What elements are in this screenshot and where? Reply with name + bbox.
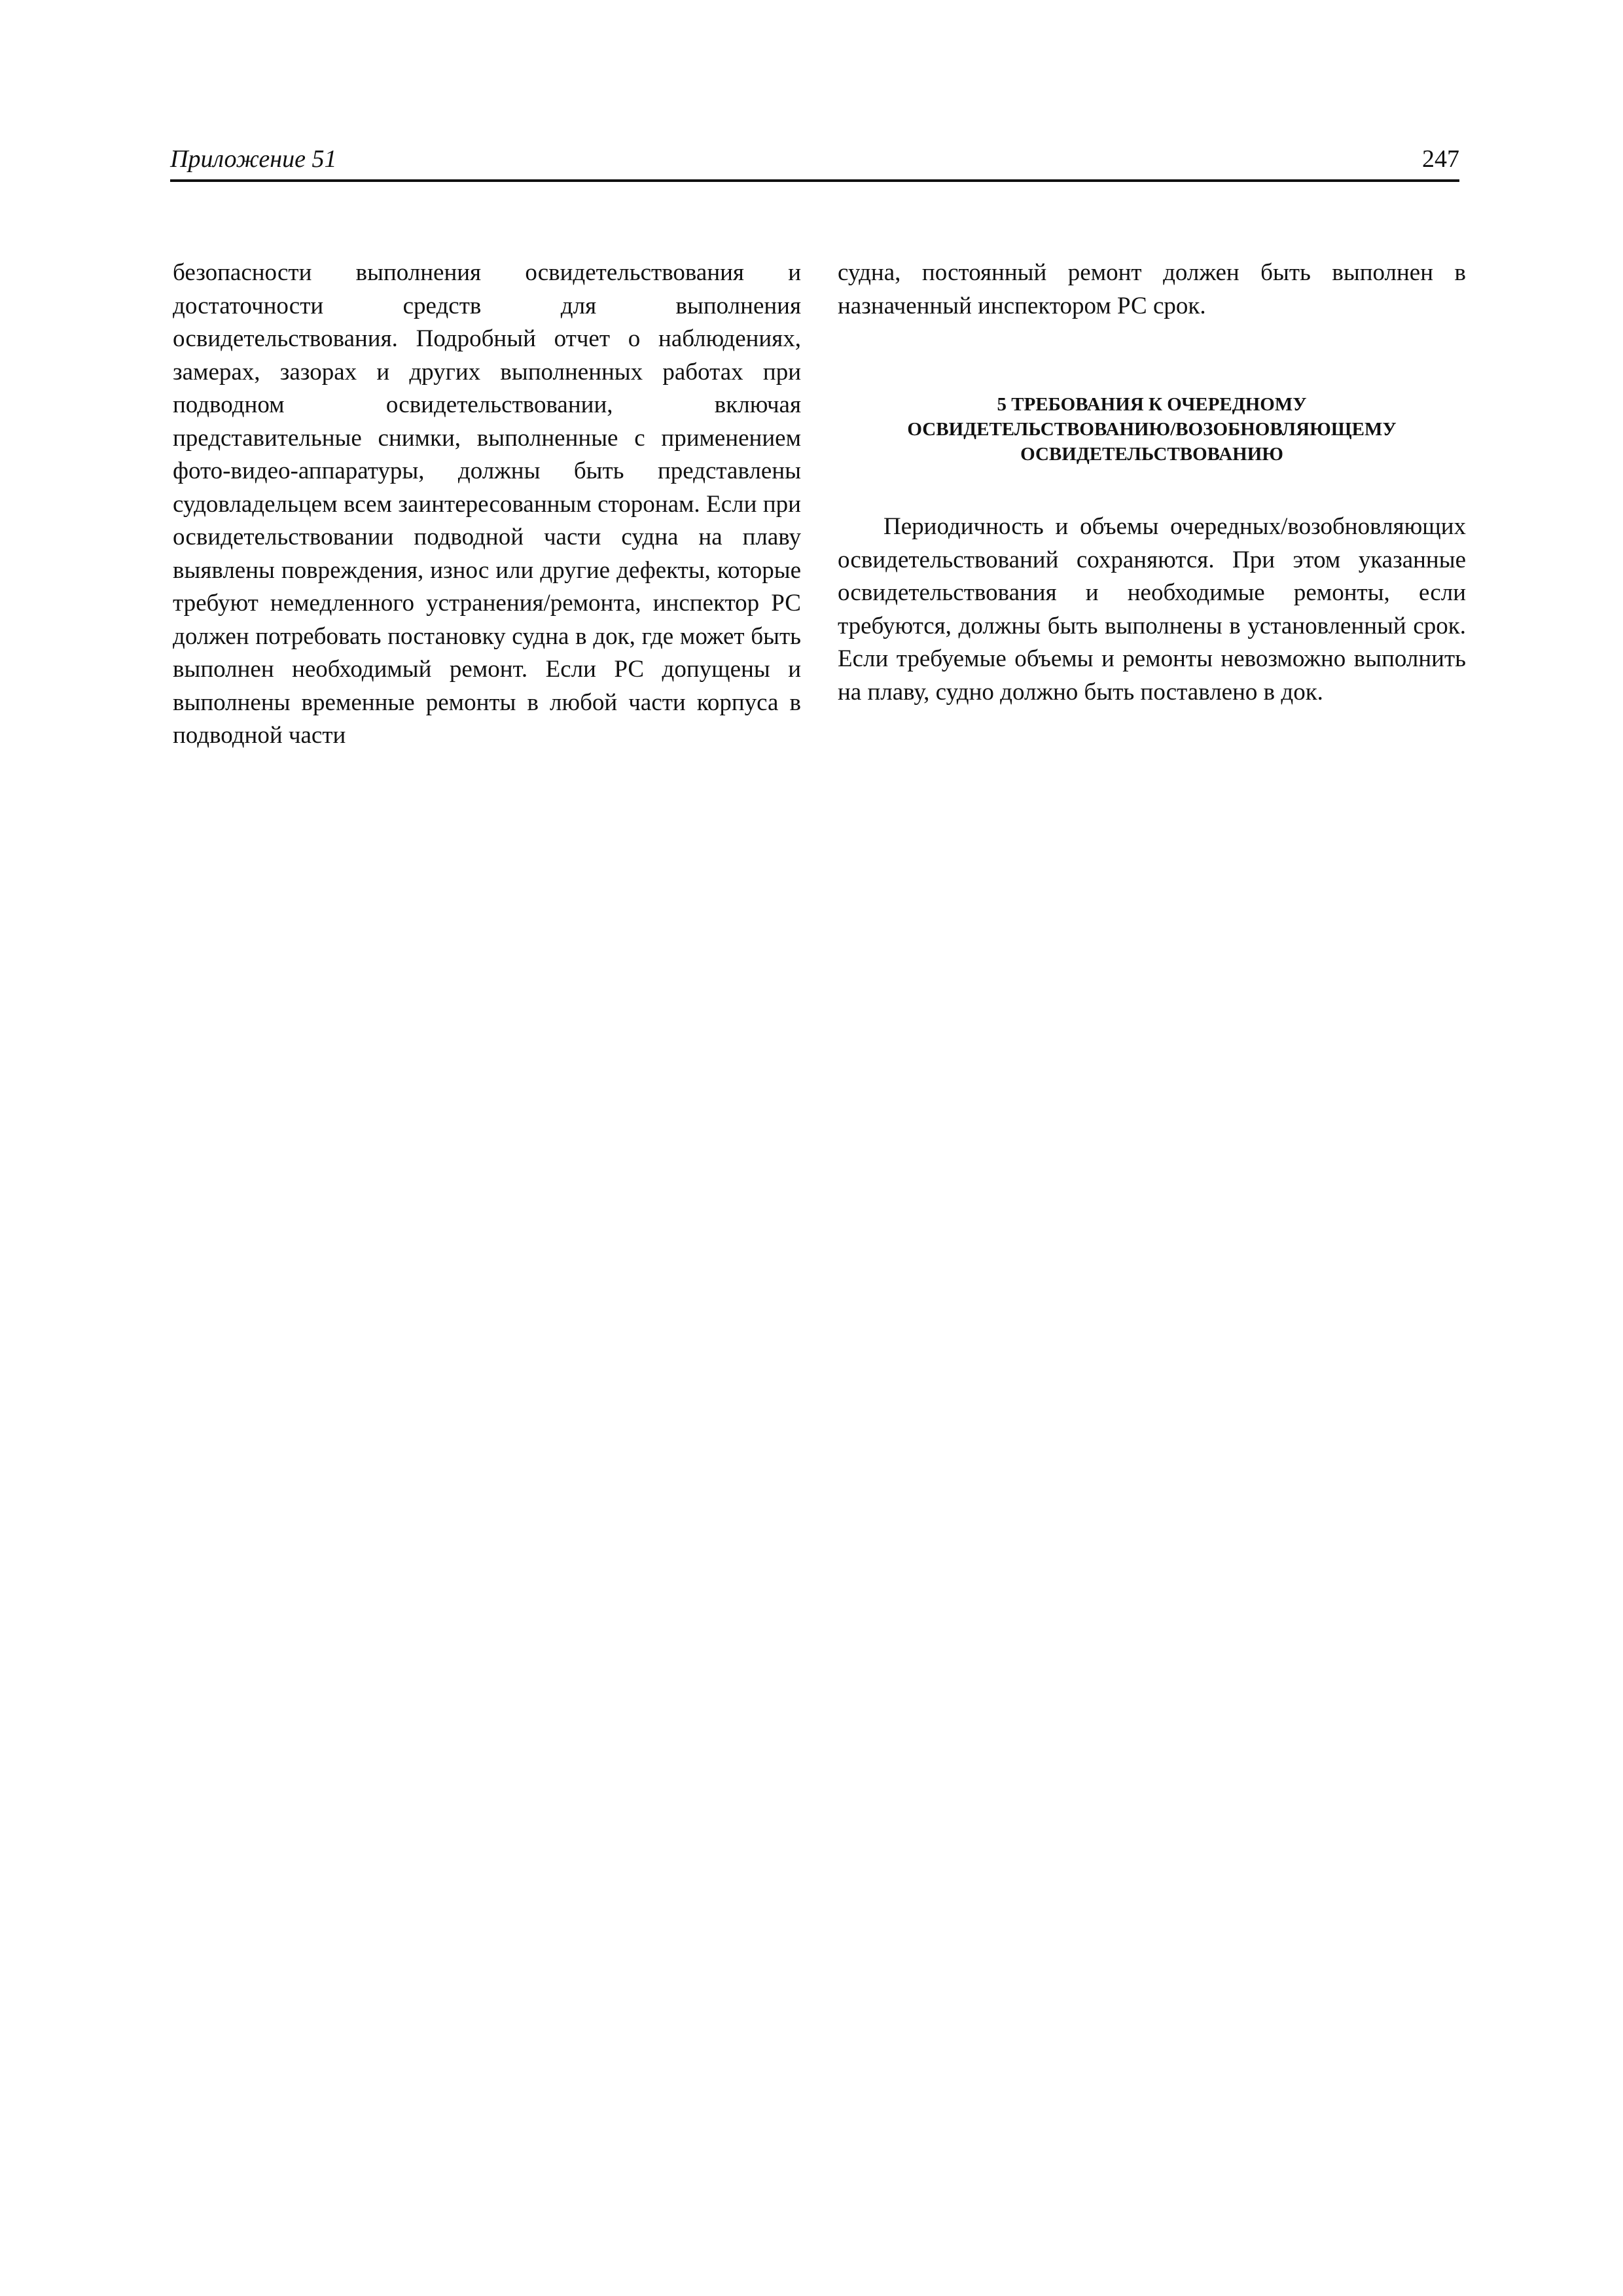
running-title: Приложение 51 [170,145,337,173]
section-heading-line: 5 ТРЕБОВАНИЯ К ОЧЕРЕДНОМУ [997,394,1307,415]
body-paragraph: безопасности выполнения освидетельствования и достаточности средств для выполнения освидетельствования. Подробный отчет о наблюдениях, замерах, зазорах и других выполненных работах при подводном освидетельствовании, включая представительные снимки, выполненные с применением фото-видео-аппаратуры, должны быть представлены судовладельцем всем заинтересованным сторонам. Если при освидетельствовании подводной части судна на плаву выявлены повреждения, износ или другие дефекты, которые требуют немедленного устранения/ремонта, инспектор РС должен потребовать постановку судна в док, где может быть выполнен необходимый ремонт. Если РС допущены и выполнены временные ремонты в любой части корпуса в подводной части [173,259,801,749]
section-heading [838,392,1466,467]
page-number: 247 [1422,145,1459,173]
body-paragraph: Периодичность и объемы очередных/возобновляющих освидетельствований сохраняются. При этом указанные освидетельствования и необходимые ремонты, если требуются, должны быть выполнены в установленный срок. Если требуемые объемы и ремонты невозможно выполнить на плаву, судно должно быть поставлено в док. [838,513,1466,706]
continuation-paragraph: судна, постоянный ремонт должен быть выполнен в назначенный инспектором РС срок. [838,259,1466,319]
page-header [170,143,1459,182]
right-column [838,257,1466,709]
left-column [173,257,801,753]
section-heading-line: ОСВИДЕТЕЛЬСТВОВАНИЮ [1020,444,1283,465]
section-heading-line: ОСВИДЕТЕЛЬСТВОВАНИЮ/ВОЗОБНОВЛЯЮЩЕМУ [907,419,1397,440]
